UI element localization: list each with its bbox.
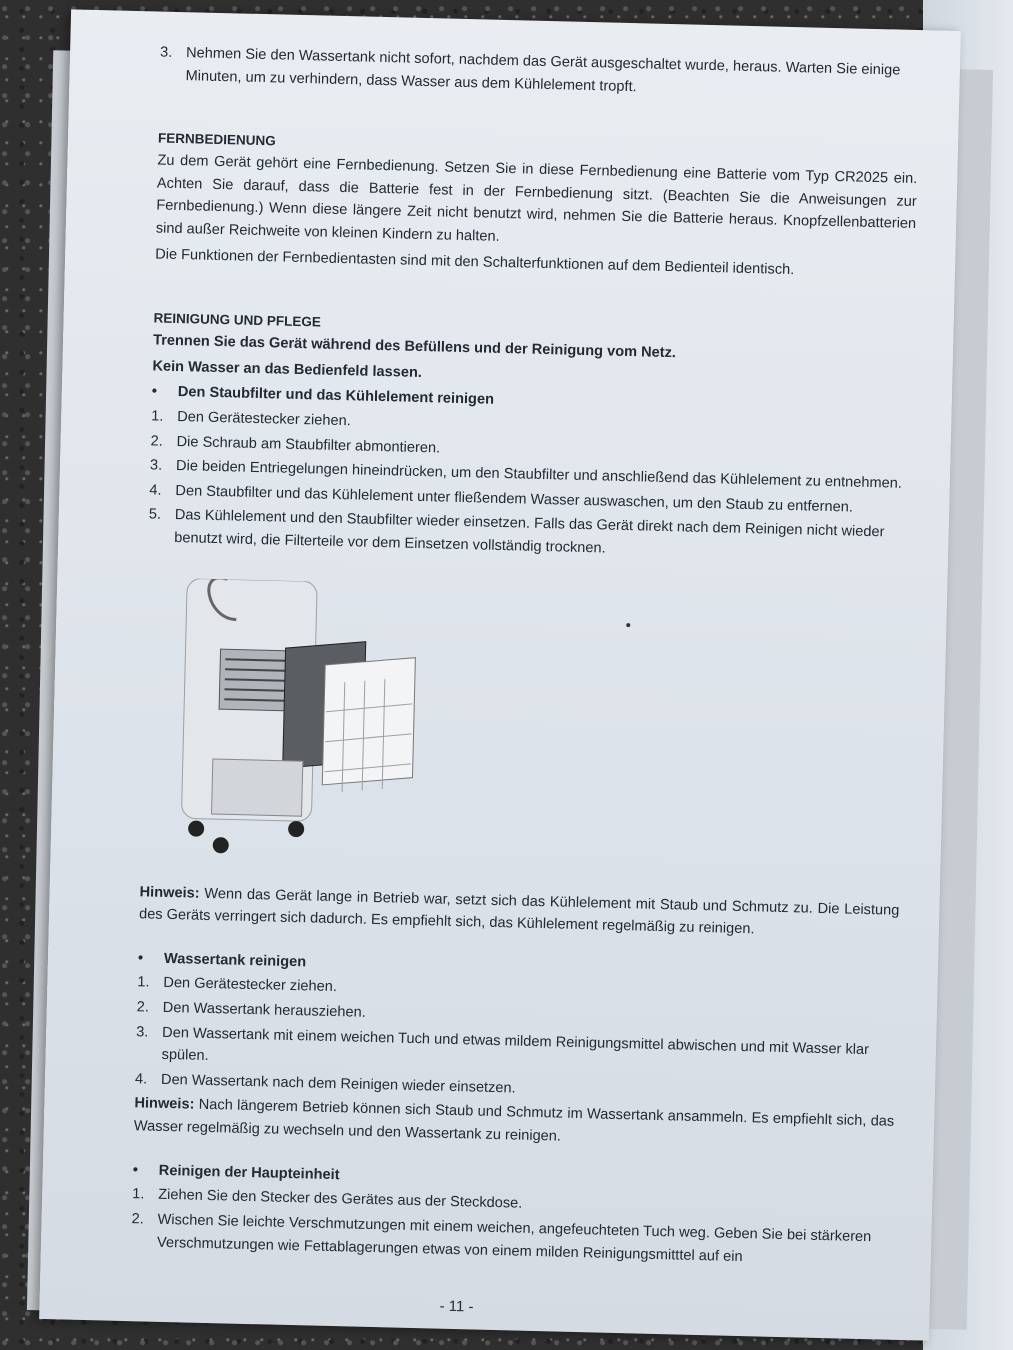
step-text: Das Kühlelement und den Staubfilter wieder einsetzen. Falls das Gerät direkt nach dem Reinigen nicht wieder benutzt wird, die Filterteile vor dem Einsetzen vollständig trocknen. bbox=[174, 507, 885, 557]
bullet-icon: • bbox=[132, 1161, 139, 1178]
step-text: Den Staubfilter und das Kühlelement unter fließendem Wasser auswaschen, um den Staub zu entfernen. bbox=[175, 482, 854, 516]
step-number: 2. bbox=[136, 999, 150, 1016]
remote-paragraph-2: Die Funktionen der Fernbedientasten sind mit den Schalterfunktionen auf dem Bedienteil identisch. bbox=[154, 246, 795, 278]
step-number: 1. bbox=[151, 408, 164, 425]
note-label: Hinweis: bbox=[139, 883, 200, 902]
step-number: 3. bbox=[149, 457, 163, 474]
bullet-icon: • bbox=[137, 950, 144, 967]
page-number: - 11 - bbox=[439, 1297, 474, 1316]
step-text: Die beiden Entriegelungen hineindrücken, um den Staubfilter und anschließend das Kühlelement zu entnehmen. bbox=[175, 458, 903, 492]
note-text: Wenn das Gerät lange in Betrieb war, setzt sich das Kühlelement mit Staub und Schmutz zu. Die Leistung des Geräts verringert sich dadurch. Es empfiehlt sich, das Kühlelement regelmäßig zu reinigen. bbox=[138, 885, 900, 938]
step-number: 5. bbox=[148, 506, 162, 524]
step-number: 2. bbox=[131, 1211, 144, 1228]
remote-paragraph: Zu dem Gerät gehört eine Fernbedienung. Setzen Sie in diese Fernbedienung eine Batterie vom Typ CR2025 ein. Achten Sie darauf, dass die Batterie fest in der Fernbedienung sitzt. (Beachten Sie die Anweisungen zur Fernbedienung.) Wenn diese längere Zeit nicht benutzt wird, nehmen Sie die Batterie heraus. Knopfzellenbatterien sind außer Reichweite von kleinen Kindern zu halten. bbox=[155, 152, 918, 245]
note-text: Nach längerem Betrieb können sich Staub und Schmutz im Wassertank ansammeln. Es empfiehlt sich, das Wasser regelmäßig zu wechseln und den Wassertank zu reinigen. bbox=[133, 1097, 895, 1145]
main-unit-heading: Reinigen der Haupteinheit bbox=[158, 1162, 340, 1183]
step-text: Den Wassertank nach dem Reinigen wieder einsetzen. bbox=[160, 1071, 516, 1097]
step-text: Den Gerätestecker ziehen. bbox=[177, 408, 351, 430]
step-text: Nehmen Sie den Wassertank nicht sofort, nachdem das Gerät ausgeschaltet wurde, heraus. Warten Sie einige Minuten, um zu verhindern, dass Wasser aus dem Kühlelement tropft. bbox=[185, 45, 901, 95]
step-text: Den Wassertank herausziehen. bbox=[162, 999, 366, 1021]
filter-heading: Den Staubfilter und das Kühlelement reinigen bbox=[177, 384, 495, 409]
step-text: Die Schraub am Staubfilter abmontieren. bbox=[176, 433, 441, 457]
step-number: 2. bbox=[150, 432, 163, 450]
remote-heading: FERNBEDIENUNG bbox=[157, 130, 276, 149]
step-number: 1. bbox=[132, 1186, 145, 1203]
step-text: Wischen Sie leichte Verschmutzungen mit einem weichen, angefeuchteten Tuch weg. Geben Sie bei stärkeren Verschmutzungen wie Fettablagerungen etwas von einem milden Reinigungsmitttel auf ein bbox=[156, 1211, 872, 1265]
cleaning-heading: REINIGUNG UND PFLEGE bbox=[153, 310, 322, 330]
warning-line-2: Kein Wasser an das Bedienfeld lassen. bbox=[152, 358, 423, 381]
tank-heading: Wassertank reinigen bbox=[163, 950, 307, 971]
step-text: Den Wassertank mit einem weichen Tuch und etwas mildem Reinigungsmittel abwischen und mit Wasser klar spülen. bbox=[161, 1024, 870, 1065]
step-number: 4. bbox=[134, 1071, 148, 1088]
page-content bbox=[131, 42, 920, 1274]
step-number: 3. bbox=[135, 1023, 149, 1041]
step-text: Den Gerätestecker ziehen. bbox=[163, 975, 338, 996]
step-number: 1. bbox=[137, 974, 150, 991]
warning-line: Trennen Sie das Gerät während des Befüllens und der Reinigung vom Netz. bbox=[152, 332, 677, 362]
air-cooler-illustration bbox=[160, 577, 437, 864]
step-number: 3. bbox=[159, 44, 173, 61]
ink-dot bbox=[626, 623, 630, 627]
note-label: Hinweis: bbox=[134, 1095, 195, 1114]
step-text: Ziehen Sie den Stecker des Gerätes aus der Steckdose. bbox=[157, 1187, 523, 1212]
step-number: 4. bbox=[149, 482, 162, 499]
manual-page bbox=[39, 9, 961, 1340]
bullet-icon: • bbox=[151, 383, 158, 400]
